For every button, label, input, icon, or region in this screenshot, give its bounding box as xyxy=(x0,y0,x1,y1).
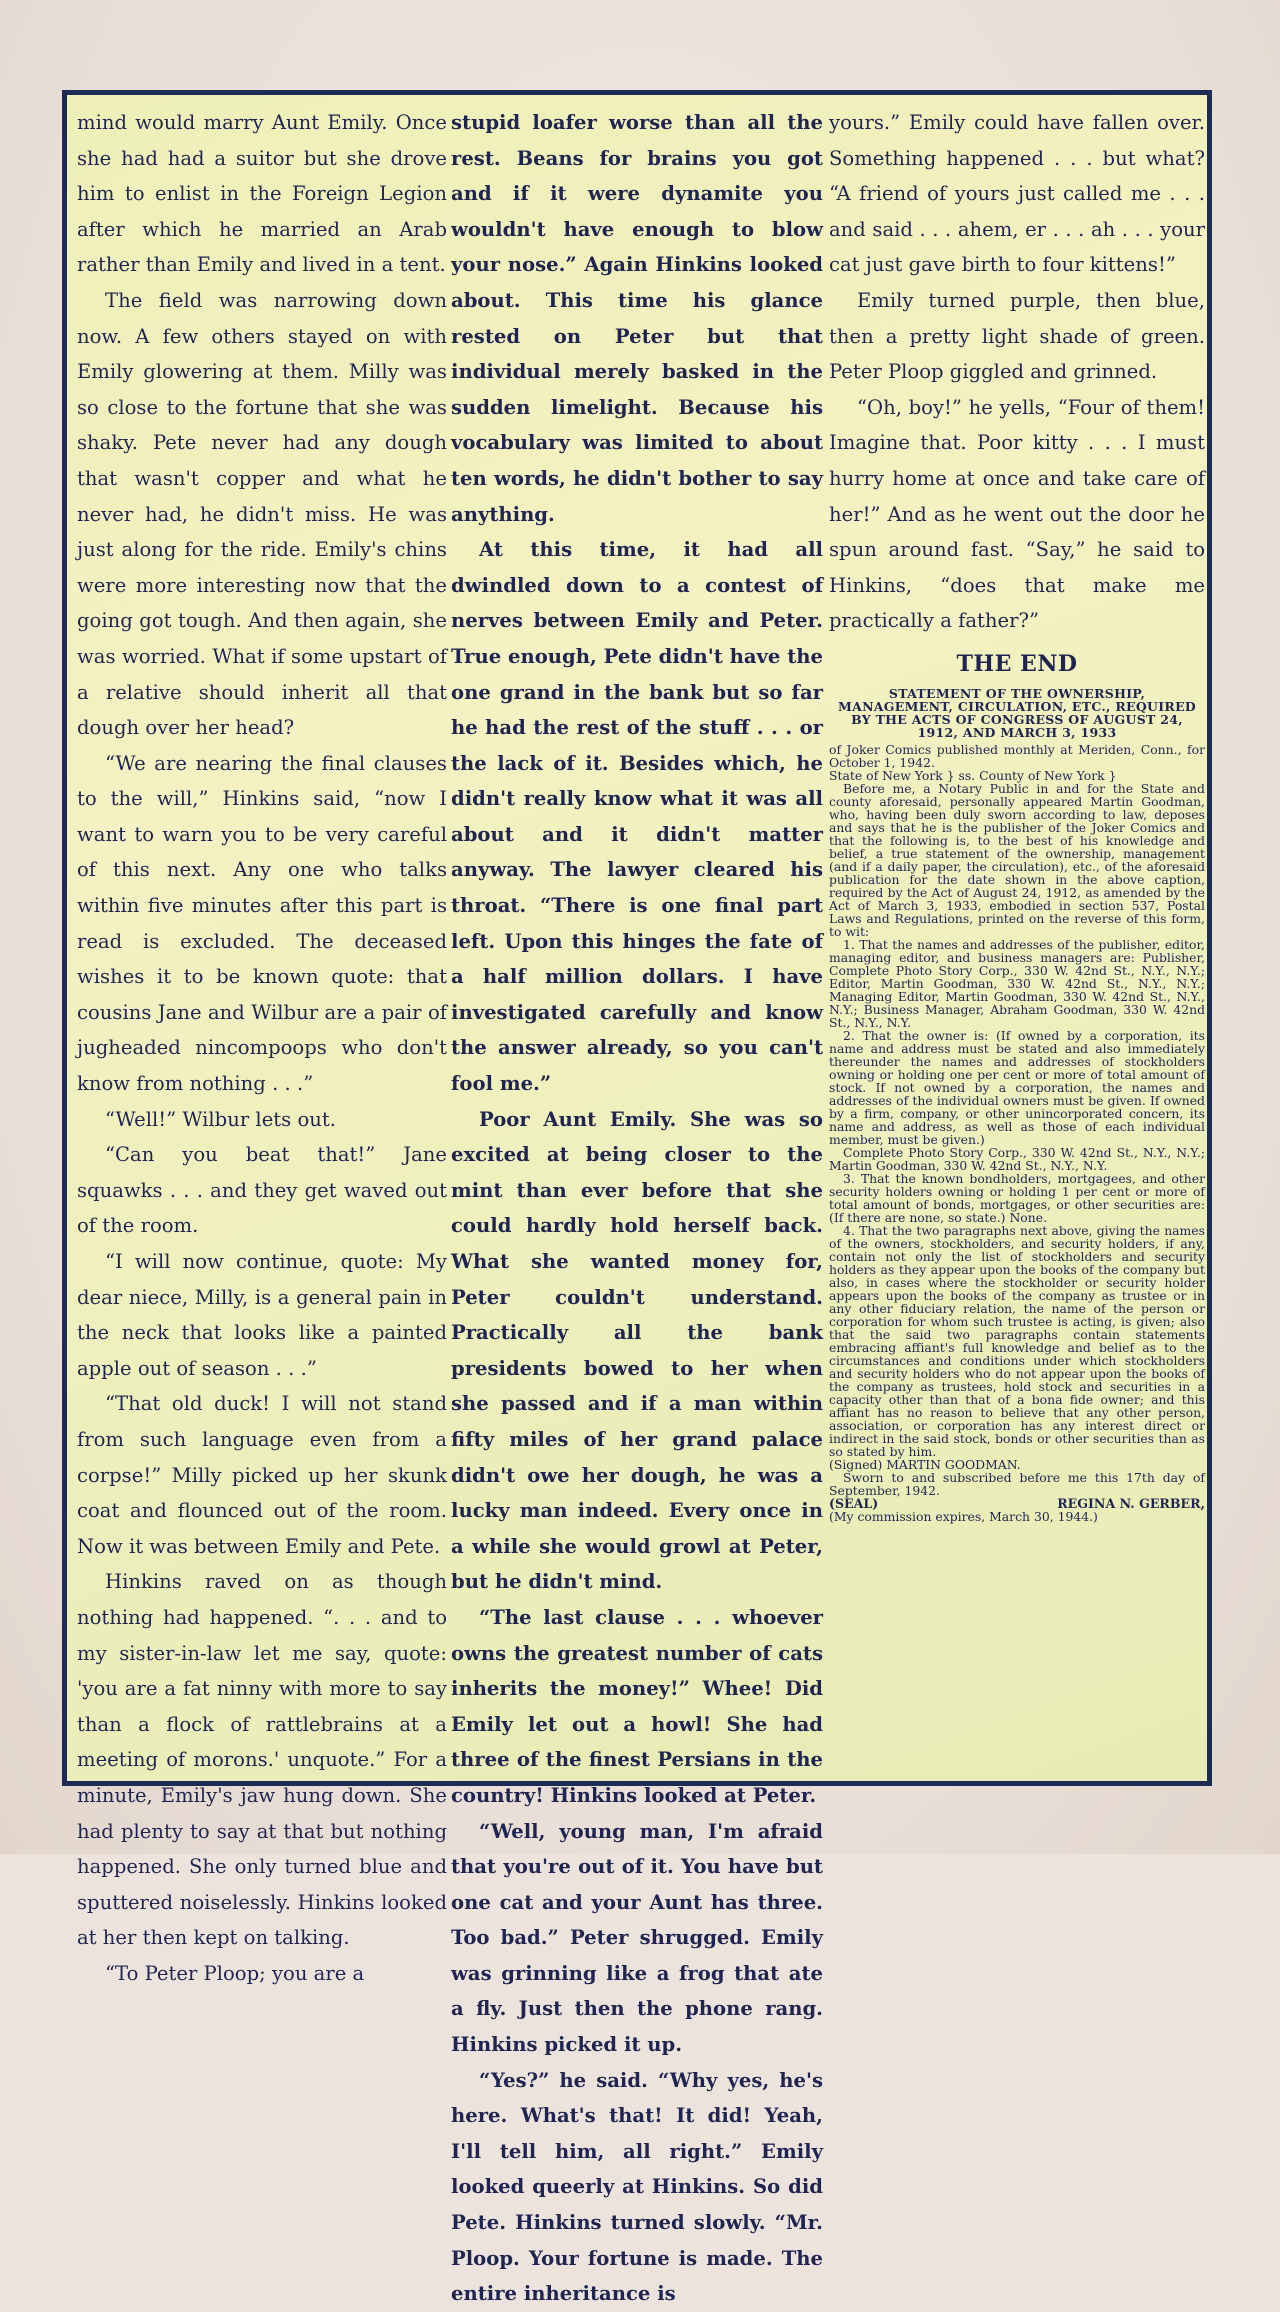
commission-line: (My commission expires, March 30, 1944.) xyxy=(829,1508,1098,1524)
paragraph: “Can you beat that!” Jane squawks . . . and they get waved out of the room. xyxy=(77,1143,447,1238)
statement-paragraph: Complete Photo Story Corp., 330 W. 42nd St., N.Y., N.Y.; Martin Goodman, 330 W. 42nd St., N.Y., N.Y. xyxy=(829,1144,1205,1173)
paragraph: Poor Aunt Emily. She was so excited at being closer to the mint than ever before that she could hardly hold herself back. What she wanted money for, Peter couldn't understand. Practically all the bank presidents bowed to her when she passed and if a man within fifty miles of her grand palace didn't owe her dough, he was a lucky man indeed. Every once in a while she would growl at Peter, but he didn't mind. xyxy=(451,1107,823,1594)
story-column-1 xyxy=(77,105,447,1991)
story-column-3 xyxy=(829,105,1205,1523)
paragraph: “Oh, boy!” he yells, “Four of them! Imagine that. Poor kitty . . . I must hurry home at once and take care of her!” And as he went out the door he spun around fast. “Say,” he said to Hinkins, “does that make me practically a father?” xyxy=(829,395,1205,633)
paragraph: “The last clause . . . whoever owns the greatest number of cats inherits the money!” Whee! Did Emily let out a howl! She had three of the finest Persians in the country! Hinkins looked at Peter. xyxy=(451,1605,823,1807)
the-end-heading: THE END xyxy=(956,650,1078,677)
statement-paragraph: State of New York } ss. County of New York } xyxy=(829,767,1117,783)
statement-paragraph: Before me, a Notary Public in and for the State and county aforesaid, personally appeared Martin Goodman, who, having been duly sworn according to law, deposes and says that he is the publisher of the Joker Comics and that the following is, to the best of his knowledge and belief, a true statement of the ownership, management (and if a daily paper, the circulation), etc., of the aforesaid publication for the date shown in the above caption, required by the Act of August 24, 1912, as amended by the Act of March 3, 1933, embodied in section 537, Postal Laws and Regulations, printed on the reverse of this form, to wit: xyxy=(829,780,1205,939)
paragraph: stupid loafer worse than all the rest. Beans for brains you got and if it were dynamite you wouldn't have enough to blow your nose.” Again Hinkins looked about. This time his glance rested on Peter but that individual merely basked in the sudden limelight. Because his vocabulary was limited to about ten words, he didn't bother to say anything. xyxy=(451,111,823,526)
paragraph: Hinkins raved on as though nothing had happened. “. . . and to my sister-in-law let me say, quote: 'you are a fat ninny with more to say than a flock of rattlebrains at a meeting of morons.' unquote.” For a minute, Emily's jaw hung down. She had plenty to say at that but nothing happened. She only turned blue and sputtered noiselessly. Hinkins looked at her then kept on talking. xyxy=(77,1570,447,1950)
ownership-statement xyxy=(829,687,1205,1523)
statement-paragraph: 2. That the owner is: (If owned by a corporation, its name and address must be stated and also immediately thereunder the names and addresses of stockholders owning or holding one per cent or more of total amount of stock. If not owned by a corporation, the names and addresses of the individual owners must be given. If owned by a firm, company, or other unincorporated concern, its name and address, as well as those of each individual member, must be given.) xyxy=(829,1027,1205,1147)
paragraph: “I will now continue, quote: My dear niece, Milly, is a general pain in the neck that looks like a painted apple out of season . . .” xyxy=(77,1250,447,1380)
paragraph: “To Peter Ploop; you are a xyxy=(105,1961,365,1985)
paragraph: “We are nearing the final clauses to the will,” Hinkins said, “now I want to warn you to be very careful of this next. Any one who talks within five minutes after this part is read is excluded. The deceased wishes it to be known quote: that cousins Jane and Wilbur are a pair of jugheaded nincompoops who don't know from nothing . . .” xyxy=(77,751,447,1096)
statement-paragraph: 4. That the two paragraphs next above, giving the names of the owners, stockholders, and security holders, if any, contain not only the list of stockholders and security holders as they appear upon the books of the company but also, in cases where the stockholder or security holder appears upon the books of the company as trustee or in any other fiduciary relation, the name of the person or corporation for whom such trustee is acting, is given; also that the said two paragraphs contain statements embracing affiant's full knowledge and belief as to the circumstances and conditions under which stockholders and security holders who do not appear upon the books of the company as trustees, hold stock and securities in a capacity other than that of a bona fide owner; and this affiant has no reason to believe that any other person, association, or corporation has any interest direct or indirect in the said stock, bonds or other securities than as so stated by him. xyxy=(829,1222,1205,1459)
notary-name: REGINA N. GERBER, xyxy=(1057,1495,1205,1511)
statement-paragraph: of Joker Comics published monthly at Meriden, Conn., for October 1, 1942. xyxy=(829,741,1205,770)
notary-row xyxy=(829,1497,1205,1510)
seal-label: (SEAL) xyxy=(829,1495,879,1511)
paragraph: yours.” Emily could have fallen over. Something happened . . . but what? “A friend of yours just called me . . . and said . . . ahem, er . . . ah . . . your cat just gave birth to four kittens!” xyxy=(829,111,1205,277)
sworn-line: Sworn to and subscribed before me this 17th day of September, 1942. xyxy=(829,1469,1205,1498)
story-column-2 xyxy=(451,105,823,2312)
paragraph: The field was narrowing down now. A few others stayed on with Emily glowering at them. Milly was so close to the fortune that she was shaky. Pete never had any dough that wasn't copper and what he never had, he didn't miss. He was just along for the ride. Emily's chins were more interesting now that the going got tough. And then again, she was worried. What if some upstart of a relative should inherit all that dough over her head? xyxy=(77,288,447,740)
statement-paragraph: 1. That the names and addresses of the publisher, editor, managing editor, and business managers are: Publisher, Complete Photo Story Corp., 330 W. 42nd St., N.Y., N.Y.; Editor, Martin Goodman, 330 W. 42nd St., N.Y., N.Y.; Managing Editor, Martin Goodman, 330 W. 42nd St., N.Y., N.Y.; Business Manager, Abraham Goodman, 330 W. 42nd St., N.Y., N.Y. xyxy=(829,936,1205,1030)
paragraph: At this time, it had all dwindled down to a contest of nerves between Emily and Peter. True enough, Pete didn't have the one grand in the bank but so far he had the rest of the stuff . . . or the lack of it. Besides which, he didn't really know what it was all about and it didn't matter anyway. The lawyer cleared his throat. “There is one final part left. Upon this hinges the fate of a half million dollars. I have investigated carefully and know the answer already, so you can't fool me.” xyxy=(451,538,823,1096)
paragraph: “Yes?” he said. “Why yes, he's here. What's that! It did! Yeah, I'll tell him, all right.” Emily looked queerly at Hinkins. So did Pete. Hinkins turned slowly. “Mr. Ploop. Your fortune is made. The entire inheritance is xyxy=(451,2068,823,2306)
paragraph: “Well!” Wilbur lets out. xyxy=(105,1107,336,1131)
statement-heading: STATEMENT OF THE OWNERSHIP, MANAGEMENT, CIRCULATION, ETC., REQUIRED BY THE ACTS OF CONGRESS OF AUGUST 24, 1912, AND MARCH 3, 1933 xyxy=(837,685,1197,740)
paragraph: mind would marry Aunt Emily. Once she had had a suitor but she drove him to enlist in the Foreign Legion after which he married an Arab rather than Emily and lived in a tent. xyxy=(77,111,447,277)
paragraph: Emily turned purple, then blue, then a pretty light shade of green. Peter Ploop giggled and grinned. xyxy=(829,288,1205,384)
statement-paragraph: 3. That the known bondholders, mortgagees, and other security holders owning or holding 1 per cent or more of total amount of bonds, mortgages, or other securities are: (If there are none, so state.) None. xyxy=(829,1170,1205,1225)
text-panel xyxy=(62,90,1212,2306)
paragraph: “That old duck! I will not stand from such language even from a corpse!” Milly picked up her skunk coat and flounced out of the room. Now it was between Emily and Pete. xyxy=(77,1392,447,1558)
paragraph: “Well, young man, I'm afraid that you're out of it. You have but one cat and your Aunt has three. Too bad.” Peter shrugged. Emily was grinning like a frog that ate a fly. Just then the phone rang. Hinkins picked it up. xyxy=(451,1819,823,2057)
signature-line: (Signed) MARTIN GOODMAN. xyxy=(829,1456,1021,1472)
